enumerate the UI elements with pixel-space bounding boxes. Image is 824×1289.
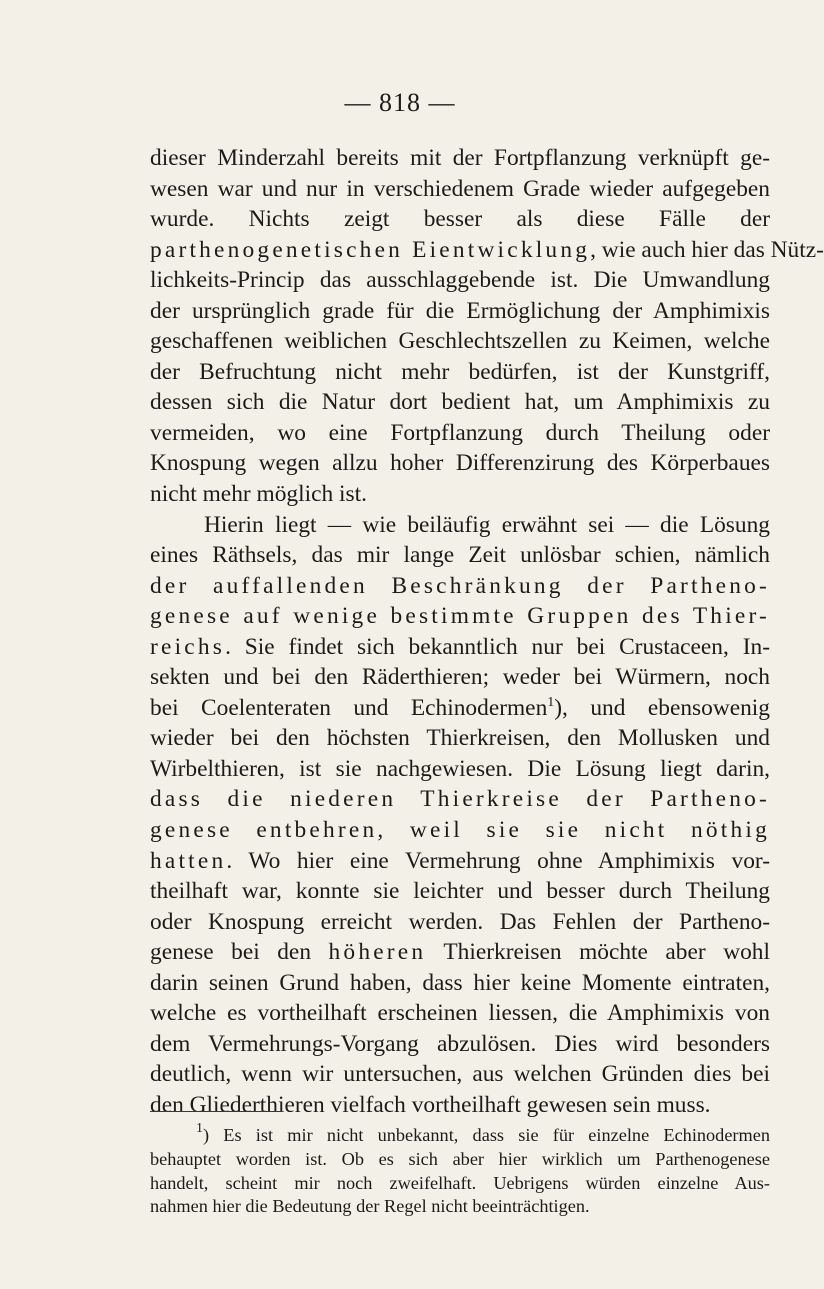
text-line: hatten. Wo hier eine Vermehrung ohne Amphimixis vor- (150, 847, 770, 874)
emphasized-term: parthenogenetischen Eientwicklung (150, 236, 591, 263)
emphasized-term: hatten (150, 847, 227, 874)
footnote-line: $^1$) Es ist mir nicht unbekannt, dass sie für einzelne Echinodermen (196, 1121, 770, 1145)
text-line: theilhaft war, konnte sie leichter und besser durch Theilung (150, 878, 770, 905)
text-line: wurde. Nichts zeigt besser als diese Fälle der (150, 206, 770, 233)
text-line: der auffallenden Beschränkung der Partheno- (150, 572, 770, 599)
footnote (150, 1121, 770, 1219)
text-line: wieder bei den höchsten Thierkreisen, den Mollusken und (150, 725, 770, 752)
text-line: dieser Minderzahl bereits mit der Fortpflanzung verknüpft ge- (150, 145, 770, 171)
text-line: dem Vermehrungs-Vorgang abzulösen. Dies wird besonders (150, 1030, 770, 1057)
text-line: dessen sich die Natur dort bedient hat, um Amphimixis zu (150, 389, 770, 416)
text-line: Wirbelthieren, ist sie nachgewiesen. Die Lösung liegt darin, (150, 755, 770, 782)
page-number: — 818 — (344, 88, 456, 117)
text-line: genese bei den höheren Thierkreisen möchte aber wohl (150, 939, 770, 966)
emphasized-term: reichs (150, 633, 226, 660)
text-line: welche es vortheilhaft erscheinen liessen, die Amphimixis von (150, 1000, 770, 1027)
text-line: oder Knospung erreicht werden. Das Fehlen der Partheno- (150, 908, 770, 935)
text-line: parthenogenetischen Eientwicklung, wie auch hier das Nütz- (150, 236, 824, 263)
text-line: sekten und bei den Räderthieren; weder bei Würmern, noch (150, 664, 770, 691)
text-line: geschaffenen weiblichen Geschlechtszellen zu Keimen, welche (150, 328, 770, 355)
text-line: genese entbehren, weil sie sie nicht nöthig (150, 817, 770, 844)
text-line: den Gliederthieren vielfach vortheilhaft gewesen sein muss. (150, 1091, 711, 1118)
footnote-reference: 1 (547, 694, 555, 710)
footnote-line: handelt, scheint mir noch zweifelhaft. Uebrigens würden einzelne Aus- (150, 1172, 770, 1193)
text-line: der ursprünglich grade für die Ermöglichung der Amphimixis (150, 297, 770, 324)
text-line: wesen war und nur in verschiedenem Grade wieder aufgegeben (150, 175, 770, 202)
footnote-divider (150, 1111, 282, 1112)
text-line: genese auf wenige bestimmte Gruppen des Thier- (150, 603, 770, 630)
text-line: der Befruchtung nicht mehr bedürfen, ist der Kunstgriff, (150, 358, 770, 385)
text-line: vermeiden, wo eine Fortpflanzung durch Theilung oder (150, 419, 770, 446)
text-line: Hierin liegt — wie beiläufig erwähnt sei — die Lösung (204, 511, 770, 538)
text-line: reichs. Sie findet sich bekanntlich nur bei Crustaceen, In- (150, 633, 770, 660)
text-line: eines Räthsels, das mir lange Zeit unlösbar schien, nämlich (150, 542, 770, 569)
text-line: dass die niederen Thierkreise der Partheno- (150, 786, 770, 813)
text-line: deutlich, wenn wir untersuchen, aus welchen Gründen dies bei (150, 1061, 770, 1088)
text-line: nicht mehr möglich ist. (150, 481, 367, 508)
emphasized-term: höheren (328, 939, 427, 966)
text-line: darin seinen Grund haben, dass hier keine Momente eintraten, (150, 969, 770, 996)
footnote-marker: 1 (196, 1121, 203, 1136)
footnote-line: behauptet worden ist. Ob es sich aber hier wirklich um Parthenogenese (150, 1148, 770, 1169)
body-text (150, 143, 824, 1121)
text-line: bei Coelenteraten und Echinodermen$^1$), und ebensowenig (150, 694, 770, 721)
footnote-line: nahmen hier die Bedeutung der Regel nicht beeinträchtigen. (150, 1196, 590, 1217)
text-line: Knospung wegen allzu hoher Differenzirung des Körperbaues (150, 450, 770, 477)
text-line: lichkeits-Princip das ausschlaggebende ist. Die Umwandlung (150, 267, 770, 294)
